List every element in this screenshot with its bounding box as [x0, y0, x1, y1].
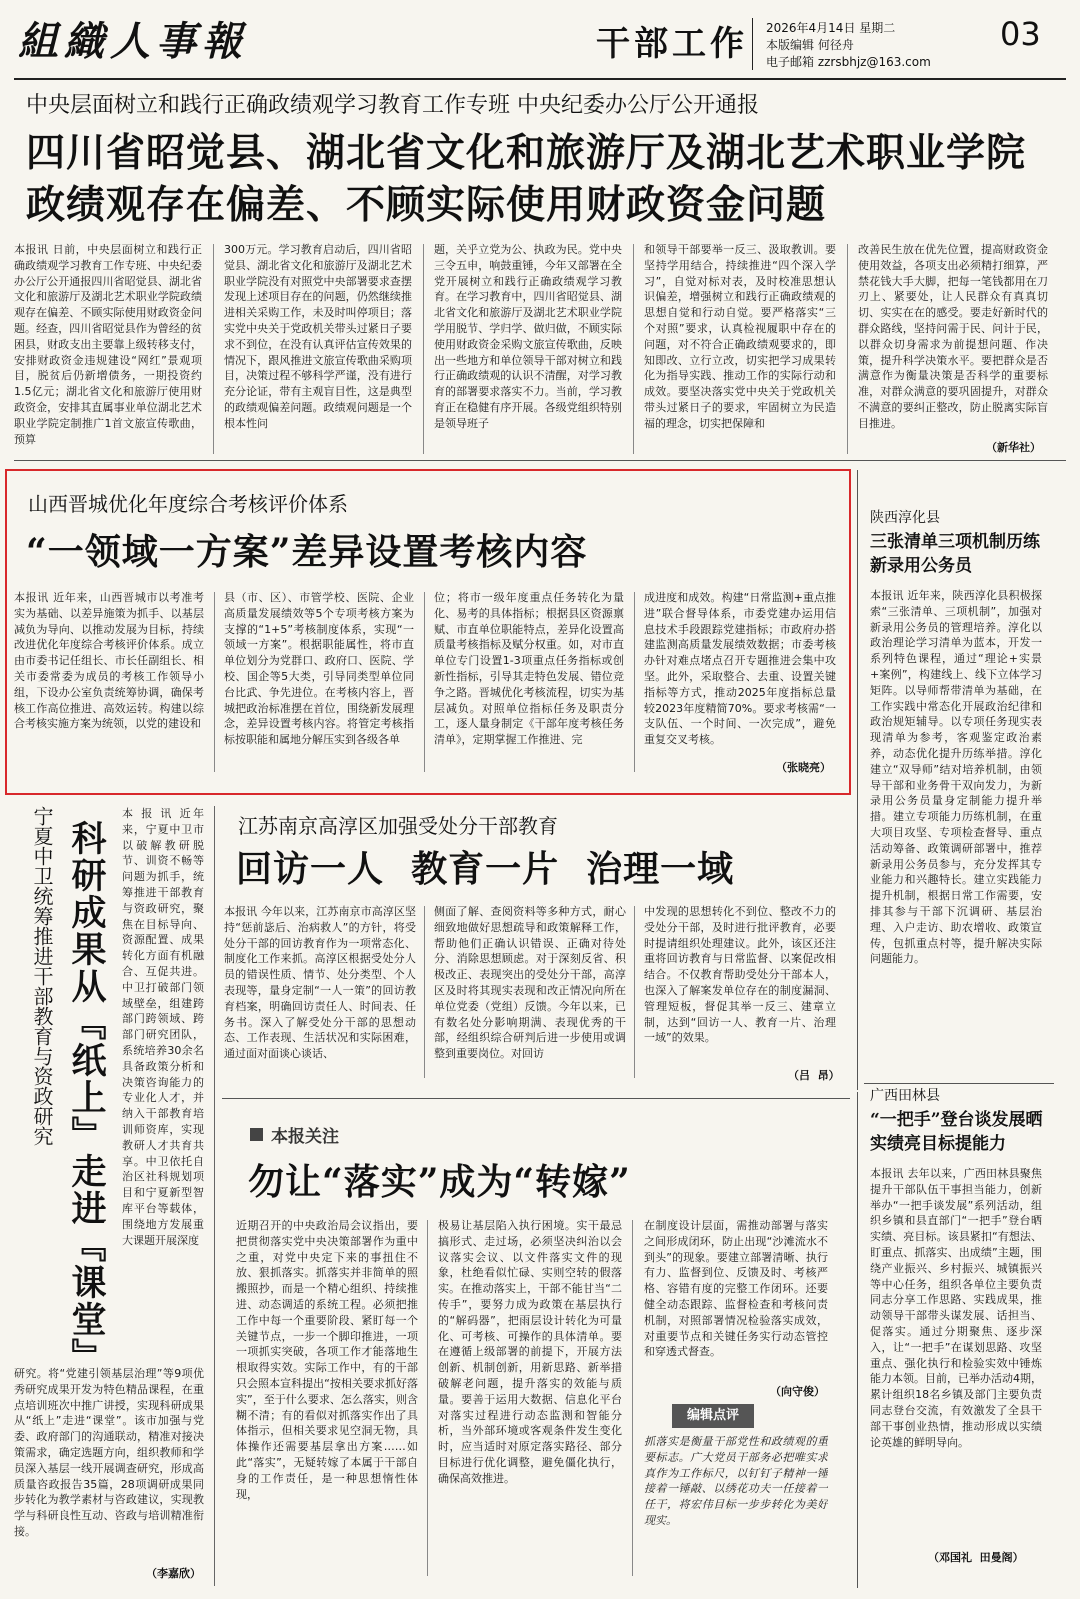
badge-square-icon [250, 1128, 263, 1141]
jiangsu-column-3: 中发现的思想转化不到位、整改不力的受处分干部，及时进行批评教育，必要时提请组织处理建议。此外，该区还注重将回访教育与日常监督、以案促改相结合。不仅教育帮助受处分干部本人，也深入了解案发单位存在的制度漏洞、管理短板，督促其举一反三、建章立制，达到“回访一人、教育一片、治理一域”的效果。 [644, 905, 836, 1045]
shaanxi-location: 陕西淳化县 [870, 510, 940, 526]
commentary-badge [250, 1122, 339, 1147]
lead-title-line2: 政绩观存在偏差、不顾实际使用财政资金问题 [26, 182, 827, 228]
shanxi-column-1: 本报讯 近年来，山西晋城市以考准考实为基础、以差异施策为抓手、以基层减负为导向、以推动发展为目标，持续改进优化年度综合考核评价体系。成立由市委书记任组长、市长任副组长、相关市委常委为成员的考核工作领导小组，下设办公室负责统筹协调，确保考核工作高位推进、高效运转。构建以综合考核实施方案为统领，以党的建设和 [14, 591, 204, 731]
column-divider [424, 906, 425, 1078]
editor-note-text: 抓落实是衡量干部党性和政绩观的重要标志。广大党员干部务必把唯实求真作为工作标尺，以钉钉子精神一锤接着一锤敲、以绣花功夫一任接着一任干，将宏伟目标一步步转化为美好现实。 [644, 1435, 828, 1527]
masthead-divider [752, 18, 753, 70]
editor-email: 电子邮箱 zzrsbhjz@163.com [766, 55, 931, 69]
lead-credit: （新华社） [986, 441, 1041, 454]
lead-kicker: 中央层面树立和践行正确政绩观学习教育工作专班 中央纪委办公厅公开通报 [26, 93, 759, 118]
shanxi-column-2: 县（市、区）、市管学校、医院、企业高质量发展绩效等5个专项考核方案为支撑的“1+5”考核制度体系，实现“一领域一方案”。根据职能属性，将市直单位划分为党群口、政府口、医院、学校、国企等5大类，引导同类型单位同台比武、争先进位。在考核内容上，晋城把政治标准摆在首位，围绕新发展理念，差异设置考核内容。将管定考核指标按职能和属地分解压实到各级各单 [224, 591, 414, 747]
guangxi-location: 广西田林县 [870, 1088, 940, 1104]
commentary-badge-label: 本报关注 [271, 1127, 339, 1147]
jiangsu-kicker: 江苏南京高淳区加强受处分干部教育 [238, 814, 558, 838]
section-title: 干部工作 [596, 24, 748, 64]
column-divider [213, 244, 214, 454]
lead-column-4: 和领导干部要举一反三、汲取教训。要坚持学用结合，持续推进“四个深入学习”，自觉对标对表，及时校准思想认识偏差，增强树立和践行正确政绩观的思想自觉和行动自觉。要严格落实“三个对照”要求，认真检视履职中存在的问题，对不符合正确政绩观要求的，即知即改、立行立改，切实把学习成果转化为指导实践、推动工作的实际行动和成效。要坚决落实党中央关于党政机关带头过紧日子的要求，牢固树立为民造福的理念，切实把保障和 [644, 243, 836, 430]
lead-column-3: 题，关乎立党为公、执政为民。党中央三令五申，响鼓重锤，今年又部署在全党开展树立和践行正确政绩观学习教育。在学习教育中，四川省昭觉县、湖北省文化和旅游厅及湖北艺术职业学院学用脱节、学归学、做归做，不顾实际使用财政资金采购文旅宣传歌曲，反映出一些地方和单位领导干部对树立和践行正确政绩观的认识不清醒，对学习教育的部署要求落实不力。当前，学习教育正在稳健有序开展。各级党组织特别是领导班子 [434, 243, 622, 430]
sidebar-divider [857, 470, 858, 1090]
shanxi-column-3: 位；将市一级年度重点任务转化为量化、易考的具体指标；根据县区资源禀赋、市直单位职能特点，差异化设置高质量考核指标及赋分权重。如，对市直单位专门设置1-3项重点任务指标或创新性指标，引导其走特色发展、错位竞争之路。晋城优化考核流程，切实为基层减负。对照单位指标任务及职责分工，逐人量身制定《干部年度考核任务清单》，定期掌握工作推进、完 [434, 591, 624, 747]
column-divider [632, 1220, 633, 1576]
commentary-column-3: 在制度设计层面，需推动部署与落实之间形成闭环，防止出现“沙滩流水不到头”的现象。要建立部署清晰、执行有力、监督到位、反馈及时、考核严格、容错有度的完整工作闭环。还要健全动态跟踪、监督检查和考核问责机制，对照部署情况检验落实成效，对重要节点和关键任务实行动态管控和穿透式督查。 [644, 1219, 828, 1359]
commentary-credit: （向守俊） [770, 1385, 825, 1398]
jiangsu-title: 回访一人 教育一片 治理一域 [236, 848, 735, 890]
sidebar-divider [857, 1092, 858, 1588]
commentary-title: 勿让“落实”成为“转嫁” [248, 1161, 631, 1203]
column-divider [424, 592, 425, 772]
column-divider [633, 244, 634, 454]
editor-note-badge: 编辑点评 [672, 1404, 754, 1428]
ningxia-vertical-title: 科研成果从『纸上』走进『课堂』 [66, 820, 107, 1375]
issue-date: 2026年4月14日 星期二 [766, 21, 896, 35]
ningxia-vertical-kicker: 宁夏中卫统筹推进干部教育与资政研究 [30, 806, 54, 1146]
lead-column-5: 改善民生放在优先位置，提高财政资金使用效益，各项支出必须精打细算，严禁花钱大手大脚，把每一笔钱都用在刀刃上、紧要处，让人民群众有真真切切、实实在在的感受。要走好新时代的群众路线，坚持问需于民、问计于民，以群众切身需求为前提想问题、作决策，提升科学决策水平。要把群众是否满意作为衡量决策是否科学的重要标准，对群众满意的要巩固提升，对群众不满意的要纠正整改，防止脱离实际盲目推进。 [858, 243, 1048, 430]
page-number: 03 [1000, 15, 1041, 53]
shaanxi-title: 三张清单三项机制历练新录用公务员 [870, 532, 1040, 576]
lead-column-1: 本报讯 日前，中央层面树立和践行正确政绩观学习教育工作专班、中央纪委办公厅公开通报四川省昭觉县、湖北省文化和旅游厅及湖北艺术职业学院政绩观存在偏差、不顾实际使用财政资金问题。经查，四川省昭觉县作为曾经的贫困县，财政支出主要靠上级转移支付，安排财政资金违规建设“网红”景观项目，脱贫后仍新增债务，一期投资约1.5亿元；湖北省文化和旅游厅使用财政资金，安排其直属事业单位湖北艺术职业学院定制推广1首文旅宣传歌曲，预算 [14, 243, 202, 446]
column-divider [634, 592, 635, 772]
sidebar-rule [864, 1083, 1054, 1084]
column-divider [847, 244, 848, 454]
ningxia-bottom-text: 研究。将“党建引领基层治理”等9项优秀研究成果开发为特色精品课程，在重点培训班次中推广讲授，实现科研成果从“纸上”走进“课堂”。该市加强与党委、政府部门的沟通联动，精准对接决策需求，确定选题方向，组织教师和学员深入基层一线开展调查研究，形成高质量咨政报告35篇，28项调研成果同步转化为教学素材与咨政建议，实现教学与科研良性互动、咨政与培训精准衔接。 [14, 1367, 204, 1538]
lead-title-line1: 四川省昭觉县、湖北省文化和旅游厅及湖北艺术职业学院 [26, 130, 1027, 176]
page-editor: 本版编辑 何径舟 [766, 38, 854, 52]
jiangsu-column-2: 侧面了解、查阅资料等多种方式，耐心细致地做好思想疏导和政策解释工作，帮助他们正确认识错误、正确对待处分、消除思想顾虑。对于深刻反省、积极改正、表现突出的受处分干部，高淳区及时将其现实表现和改正情况向所在单位党委（党组）反馈。今年以来，已有数名处分影响期满、表现优秀的干部，经组织综合研判后进一步使用或调整到重要岗位。对回访 [434, 905, 626, 1061]
shaanxi-body: 本报讯 近年来，陕西淳化县积极探索“三张清单、三项机制”，加强对新录用公务员的管理培养。淳化以政治理论学习清单为蓝本，开发一系列特色课程，通过“理论+实景+案例”，构建线上、线下立体学习矩阵。以导师帮带清单为基础，在工作实践中常态化开展政治纪律和政治规矩辅导。以专项任务现实表现清单为参考，客观鉴定政治素养，动态优化提升历练举措。淳化建立“双导师”结对培养机制，由领导干部和业务骨干双向发力，为新录用公务员量身定制能力提升举措。建立专项能力历练机制，在重大项目攻坚、专项检查督导、重点活动筹备、政策调研部署中，推荐新录用公务员参与，充分发挥其专业能力和兴趣特长。建立实践能力提升机制，根据日常工作需要，安排其参与干部下沉调研、基层治理、入户走访、助农增收、政策宣传，包抓重点村等，提升解决实际问题能力。 [870, 589, 1042, 966]
column-divider [427, 1220, 428, 1576]
jiangsu-column-1: 本报讯 今年以来，江苏南京市高淳区坚持“惩前毖后、治病救人”的方针，将受处分干部的回访教育作为一项常态化、制度化工作来抓。高淳区根据受处分人员的错误性质、情节、处分类型、个人表现等，量身定制“一人一策”的回访教育档案，明确回访责任人、时间表、任务书。深入了解受处分干部的思想动态、工作表现、生活状况和实际困难，通过面对面谈心谈话、 [224, 905, 416, 1061]
shanxi-kicker: 山西晋城优化年度综合考核评价体系 [28, 492, 348, 516]
commentary-column-2: 极易让基层陷入执行困境。实干最忌搞形式、走过场，必须坚决纠治以会议落实会议、以文件落实文件的现象，杜绝看似忙碌、实则空转的假落实。在推动落实上，干部不能甘当“二传手”，要努力成为政策在基层执行的“解码器”，把雨层设计转化为可量化、可考核、可操作的具体清单。要在遵循上级部署的前提下，开展方法创新、机制创新，用新思路、新举措破解老问题，提升落实的效能与质量。要善于运用大数据、信息化平台对落实过程进行动态监测和智能分析，当外部环境或客观条件发生变化时，应当适时对原定落实路径、部分目标进行优化调整，避免僵化执行，确保高效推进。 [438, 1219, 622, 1485]
guangxi-title: “一把手”登台谈发展晒实绩亮目标提能力 [870, 1110, 1043, 1154]
guangxi-body: 本报讯 去年以来，广西田林县聚焦提升干部队伍干事担当能力，创新举办“一把手谈发展”系列活动，组织乡镇和县直部门“一把手”登台晒实绩、亮目标。该县紧扣“有想法、盯重点、抓落实、出成绩”主题，围绕产业振兴、乡村振兴、城镇振兴等中心任务，组织各单位主要负责同志分享工作思路、实践成果，推动领导干部带头谋发展、话担当、促落实。通过分期聚焦、逐步深入，让“一把手”在谋划思路、攻坚重点、强化执行和检验实效中锤炼能力本领。目前，已举办活动4期，累计组织18名乡镇及部门主要负责同志登台交流，有效激发了全县干部干事创业热情，推动形成以实绩论英雄的鲜明导向。 [870, 1167, 1042, 1449]
jiangsu-credit: （吕 昂） [788, 1069, 840, 1082]
column-divider [214, 592, 215, 772]
shanxi-title: “一领域一方案”差异设置考核内容 [26, 531, 588, 573]
lead-column-2: 300万元。学习教育启动后，四川省昭觉县、湖北省文化和旅游厅及湖北艺术职业学院没有对照党中央部署要求查摆发现上述项目存在的问题，仍然继续推进相关采购工作，未及时叫停项目；落实党中央关于党政机关带头过紧日子要求不到位，在没有认真评估宣传效果的情况下，跟风推进文旅宣传歌曲采购项目，决策过程不够科学严谨，没有进行充分论证，带有主观盲目性，这是典型的政绩观偏差问题。政绩观问题是一个根本性问 [224, 243, 412, 430]
guangxi-credit: （邓国礼 田曼阁） [928, 1551, 1024, 1564]
masthead-rule [14, 78, 1066, 80]
section-rule [14, 460, 1066, 461]
column-divider [214, 806, 215, 1586]
ningxia-credit: （李嘉欣） [146, 1567, 201, 1580]
column-divider [634, 906, 635, 1078]
section-rule [222, 1098, 850, 1099]
ningxia-column: 本 报 讯 近年来，宁夏中卫市以破解教研脱节、训资不畅等问题为抓手，统筹推进干部教育与资政研究，聚焦在目标导向、资源配置、成果转化方面有机融合、互促共进。中卫打破部门领域壁垒，组建跨部门跨领域、跨部门研究团队，系统培养30余名具备政策分析和决策咨询能力的专业化人才，并纳入干部教育培训师资库，实现教研人才共育共享。中卫依托自治区社科规划项目和宁夏新型智库平台等载体，围绕地方发展重大课题开展深度 [122, 807, 204, 1247]
commentary-column-1: 近期召开的中央政治局会议指出，要把贯彻落实党中央决策部署作为重中之重，对党中央定下来的事扭住不放、狠抓落实。抓落实并非简单的照搬照抄，而是一个精心组织、持续推进、动态调适的系统工程。必须把推工作中每一个重要阶段、紧盯每一个关键节点，一步一个脚印推进，一项一项抓实突破，各项工作才能落地生根取得实效。实际工作中，有的干部只会照本宣科提出“按相关要求抓好落实”，至于什么要求、怎么落实，则含糊不清；有的看似对抓落实作出了具体指示，但相关要求见空洞无物，具体操作还需要基层拿出方案……如此“落实”，无疑转嫁了本属于干部自身的工作责任，是一种思想惰性体现， [236, 1219, 418, 1501]
paper-name-logo: 組織人事報 [18, 18, 248, 65]
column-divider [423, 244, 424, 454]
shanxi-credit: （张晓亮） [776, 761, 831, 774]
shanxi-column-4: 成进度和成效。构建“日常监测+重点推进”联合督导体系，市委党建办运用信息技术手段跟踪党建指标；市政府办搭建监测高质量发展绩效数据；市委考核办针对难点堵点召开专题推进会集中攻坚。此外，采取整合、去重、设置关键指标等方式，推动2025年度指标总量较2023年度精简70%。要求考核需“一支队伍、一个时间、一次完成”，避免重复交叉考核。 [644, 591, 836, 747]
